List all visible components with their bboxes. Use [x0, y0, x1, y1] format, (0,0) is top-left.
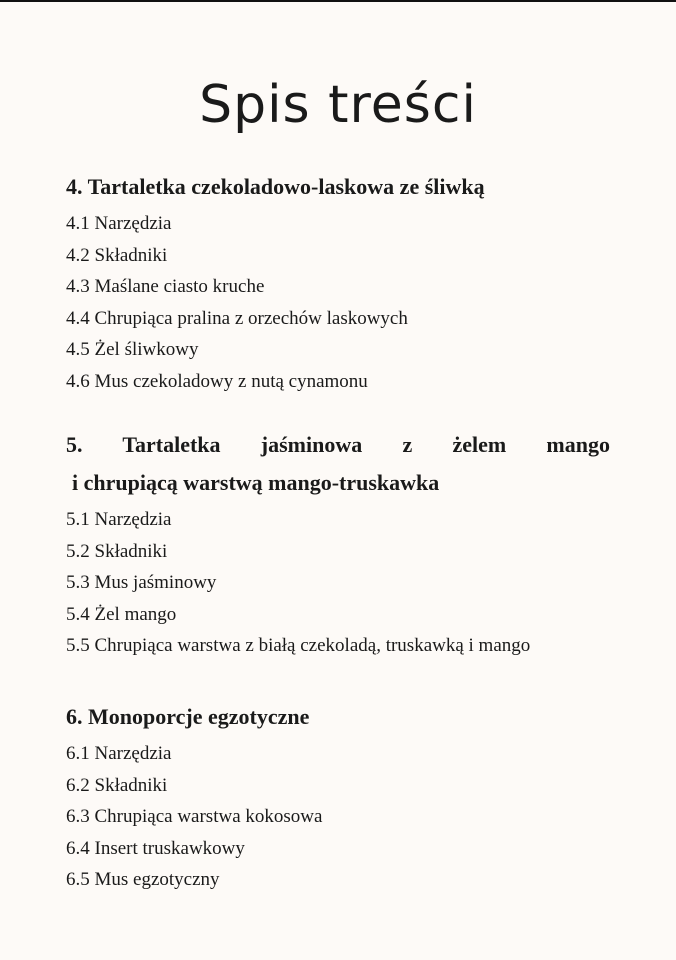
section-heading: 4. Tartaletka czekoladowo-laskowa ze śliwką — [66, 174, 485, 199]
toc-item-list — [66, 738, 610, 896]
toc-item: 6.2 Składniki — [66, 774, 168, 796]
toc-item: 5.4 Żel mango — [66, 603, 177, 625]
section-heading-line1: 5. Tartaletka jaśminowa z żelem mango — [66, 432, 610, 457]
toc-item: 6.5 Mus egzotyczny — [66, 869, 220, 890]
toc-item: 4.4 Chrupiąca pralina z orzechów laskowych — [66, 307, 408, 329]
toc-item: 4.1 Narzędzia — [66, 213, 172, 234]
toc-item: 4.6 Mus czekoladowy z nutą cynamonu — [66, 370, 368, 392]
toc-section-4 — [66, 172, 610, 397]
section-heading-line2: i chrupiącą warstwą mango-truskawka — [72, 470, 440, 495]
toc-item: 4.3 Maślane ciasto kruche — [66, 276, 265, 297]
toc-item: 5.1 Narzędzia — [66, 509, 172, 530]
page-title: Spis treści — [199, 75, 477, 135]
page-top-border — [0, 0, 676, 2]
toc-item: 5.2 Składniki — [66, 540, 168, 562]
toc-section-6 — [66, 702, 610, 896]
toc-section-5 — [66, 430, 610, 662]
toc-item-list — [66, 208, 610, 397]
toc-item: 6.4 Insert truskawkowy — [66, 837, 245, 859]
toc-item: 4.5 Żel śliwkowy — [66, 339, 199, 360]
toc-item: 4.2 Składniki — [66, 244, 168, 266]
toc-item-list — [66, 504, 610, 662]
toc-item: 6.3 Chrupiąca warstwa kokosowa — [66, 806, 323, 827]
toc-item: 6.1 Narzędzia — [66, 743, 172, 764]
toc-item: 5.3 Mus jaśminowy — [66, 572, 217, 593]
section-heading: 6. Monoporcje egzotyczne — [66, 704, 310, 729]
toc-item: 5.5 Chrupiąca warstwa z białą czekoladą, truskawką i mango — [66, 635, 531, 656]
